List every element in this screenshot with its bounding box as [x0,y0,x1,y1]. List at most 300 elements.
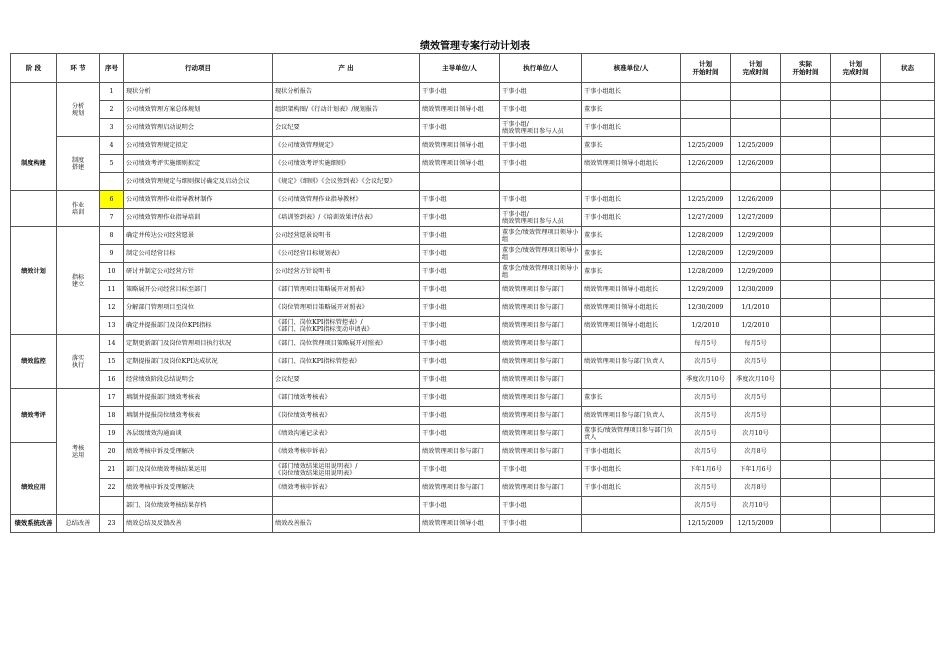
actual-end-cell [831,263,881,281]
plan-start-cell: 次月5号 [681,425,731,443]
stage-cell [11,497,57,515]
output-cell: 会议纪要 [273,371,420,389]
row-number-cell: 6 [100,191,124,209]
actual-end-cell [831,443,881,461]
plan-start-cell [681,119,731,137]
phase-cell [57,191,100,227]
exec-unit-cell: 董事会/绩效管理项目领导小组 [500,245,582,263]
row-number-cell [100,497,124,515]
actual-end-cell [831,83,881,101]
status-cell [881,461,935,479]
actual-end-cell [831,461,881,479]
actual-end-cell [831,173,881,191]
approve-unit-cell [582,515,681,533]
lead-unit-cell: 干事小组 [420,119,500,137]
actual-end-cell [831,317,881,335]
action-item-cell: 填制并提报部门绩效考核表 [124,389,273,407]
lead-unit-cell: 干事小组 [420,461,500,479]
exec-unit-cell: 绩效管理项目参与部门 [500,281,582,299]
plan-end-cell: 次月5号 [731,353,781,371]
plan-end-cell: 每月5号 [731,335,781,353]
actual-start-cell [781,389,831,407]
table-row [11,407,935,425]
action-item-cell: 研讨并制定公司经营方针 [124,263,273,281]
actual-end-cell [831,191,881,209]
stage-cell [11,479,57,497]
output-cell: 《部门管理项目策略展开对照表》 [273,281,420,299]
actual-end-cell [831,155,881,173]
stage-cell [11,461,57,479]
lead-unit-cell: 绩效管理项目领导小组 [420,101,500,119]
lead-unit-cell: 干事小组 [420,263,500,281]
stage-label: 绩效计划 [21,268,46,275]
stage-label: 绩效考评 [21,412,46,419]
actual-start-cell [781,425,831,443]
page-title: 绩效管理专案行动计划表 [420,41,530,52]
approve-unit-cell [582,173,681,191]
row-number-cell: 17 [100,389,124,407]
plan-start-cell [681,83,731,101]
plan-start-cell: 下年1月6号 [681,461,731,479]
phase-label: 规划 [71,109,85,117]
approve-unit-cell: 董事长 [582,137,681,155]
plan-start-cell: 12/15/2009 [681,515,731,533]
table-row [11,497,935,515]
plan-start-cell: 次月5号 [681,479,731,497]
actual-start-cell [781,173,831,191]
actual-start-cell [781,227,831,245]
status-cell [881,443,935,461]
plan-start-cell: 1/2/2010 [681,317,731,335]
stage-cell [11,155,57,173]
stage-cell [11,263,57,281]
actual-start-cell [781,299,831,317]
lead-unit-cell: 干事小组 [420,281,500,299]
phase-label: 考核 [71,444,85,452]
exec-unit-cell: 绩效管理项目参与部门 [500,479,582,497]
plan-end-cell: 12/26/2009 [731,191,781,209]
phase-cell [57,227,100,335]
approve-unit-cell: 董事长 [582,101,681,119]
output-cell: 《部门、岗位KPI指标管控表》 [273,353,420,371]
plan-start-cell [681,173,731,191]
output-cell: 绩效改善报告 [273,515,420,533]
exec-unit-cell: 干事小组 [500,191,582,209]
actual-start-cell [781,461,831,479]
row-number-cell: 3 [100,119,124,137]
action-plan-table [10,53,935,533]
output-cell: 公司经营方针说明书 [273,263,420,281]
action-item-cell: 公司绩效管理启动说明会 [124,119,273,137]
plan-end-cell: 次月8号 [731,443,781,461]
actual-end-cell [831,353,881,371]
plan-end-cell: 12/15/2009 [731,515,781,533]
exec-unit-cell [500,173,582,191]
status-cell [881,119,935,137]
exec-unit-cell: 绩效管理项目参与部门 [500,317,582,335]
exec-unit-cell: 干事小组 [500,461,582,479]
actual-start-cell [781,317,831,335]
exec-unit-cell: 绩效管理项目参与部门 [500,407,582,425]
plan-start-cell: 每月5号 [681,335,731,353]
header-plan-end: 计划 完成时间 [731,54,781,83]
status-cell [881,227,935,245]
action-item-cell: 公司绩效考评实施细则拟定 [124,155,273,173]
lead-unit-cell: 绩效管理项目参与部门 [420,443,500,461]
action-item-cell: 公司绩效管理规定拟定 [124,137,273,155]
status-cell [881,83,935,101]
lead-unit-cell: 干事小组 [420,209,500,227]
actual-start-cell [781,497,831,515]
action-item-cell: 绩效总结及反馈改善 [124,515,273,533]
stage-cell [11,317,57,335]
row-number-cell: 14 [100,335,124,353]
approve-unit-cell [582,497,681,515]
stage-cell [11,83,57,101]
exec-unit-cell: 绩效管理项目参与部门 [500,425,582,443]
plan-start-cell: 次月5号 [681,497,731,515]
stage-label: 绩效应用 [21,484,46,491]
row-number-cell: 16 [100,371,124,389]
table-row [11,245,935,263]
actual-end-cell [831,497,881,515]
approve-unit-cell: 绩效管理项目领导小组组长 [582,299,681,317]
table-row [11,209,935,227]
plan-end-cell: 下年1月6号 [731,461,781,479]
actual-start-cell [781,371,831,389]
actual-start-cell [781,155,831,173]
row-number-cell: 12 [100,299,124,317]
exec-unit-cell: 干事小组/ 绩效管理项目参与人员 [500,119,582,137]
actual-start-cell [781,137,831,155]
status-cell [881,155,935,173]
table-row [11,515,935,533]
header-phase: 环 节 [57,54,100,83]
table-row [11,461,935,479]
actual-end-cell [831,245,881,263]
approve-unit-cell: 干事小组组长 [582,479,681,497]
action-item-cell: 制定公司经营目标 [124,245,273,263]
status-cell [881,191,935,209]
actual-start-cell [781,407,831,425]
plan-end-cell [731,101,781,119]
approve-unit-cell: 干事小组组长 [582,209,681,227]
actual-end-cell [831,101,881,119]
table-row [11,263,935,281]
approve-unit-cell: 董事长 [582,389,681,407]
exec-unit-cell: 干事小组 [500,137,582,155]
actual-start-cell [781,335,831,353]
status-cell [881,281,935,299]
exec-unit-cell: 干事小组 [500,515,582,533]
action-item-cell: 定期更新部门及岗位管理项目执行状况 [124,335,273,353]
action-item-cell: 策略展开公司经营目标至部门 [124,281,273,299]
output-cell: 《部门绩效结果运用说明表》/ 《岗位绩效结果运用说明表》 [273,461,420,479]
plan-start-cell: 12/25/2009 [681,191,731,209]
row-number-cell [100,173,124,191]
lead-unit-cell: 干事小组 [420,299,500,317]
stage-cell [11,191,57,209]
lead-unit-cell: 干事小组 [420,425,500,443]
phase-label: 搭建 [71,163,85,171]
table-row [11,371,935,389]
output-cell: 《部门、岗位管理项目策略展开对照表》 [273,335,420,353]
approve-unit-cell [582,371,681,389]
actual-start-cell [781,245,831,263]
plan-end-cell: 1/2/2010 [731,317,781,335]
header-status: 状态 [881,54,935,83]
table-row [11,83,935,101]
actual-end-cell [831,335,881,353]
output-cell: 《部门绩效考核表》 [273,389,420,407]
plan-start-cell: 12/29/2009 [681,281,731,299]
stage-cell [11,299,57,317]
plan-end-cell: 12/30/2009 [731,281,781,299]
plan-end-cell: 12/26/2009 [731,155,781,173]
actual-start-cell [781,479,831,497]
stage-cell [11,245,57,263]
header-stage: 阶 段 [11,54,57,83]
action-item-cell: 部门、岗位绩效考核结果存档 [124,497,273,515]
output-cell: 《公司经营目标规划表》 [273,245,420,263]
stage-cell [11,173,57,191]
plan-start-cell: 12/28/2009 [681,263,731,281]
row-number-cell: 4 [100,137,124,155]
plan-end-cell: 次月5号 [731,389,781,407]
approve-unit-cell: 绩效管理项目领导小组组长 [582,281,681,299]
plan-start-cell: 次月5号 [681,407,731,425]
stage-cell [11,137,57,155]
status-cell [881,479,935,497]
status-cell [881,263,935,281]
approve-unit-cell: 董事长 [582,227,681,245]
phase-cell [57,137,100,191]
output-cell: 《公司绩效管理规定》 [273,137,420,155]
approve-unit-cell: 干事小组组长 [582,461,681,479]
actual-start-cell [781,209,831,227]
actual-end-cell [831,299,881,317]
lead-unit-cell: 干事小组 [420,227,500,245]
lead-unit-cell: 绩效管理项目领导小组 [420,137,500,155]
status-cell [881,389,935,407]
approve-unit-cell: 董事长 [582,245,681,263]
row-number-cell: 13 [100,317,124,335]
plan-end-cell: 12/27/2009 [731,209,781,227]
exec-unit-cell: 绩效管理项目参与部门 [500,371,582,389]
output-cell: 《岗位绩效考核表》 [273,407,420,425]
actual-end-cell [831,479,881,497]
table-row [11,101,935,119]
actual-start-cell [781,101,831,119]
stage-cell [11,281,57,299]
table-row [11,137,935,155]
actual-end-cell [831,119,881,137]
actual-start-cell [781,515,831,533]
approve-unit-cell: 绩效管理项目领导小组组长 [582,155,681,173]
row-number-cell: 18 [100,407,124,425]
action-item-cell: 现状分析 [124,83,273,101]
status-cell [881,101,935,119]
action-item-cell: 绩效考核申诉及受理解决 [124,479,273,497]
status-cell [881,335,935,353]
exec-unit-cell: 干事小组 [500,101,582,119]
stage-cell [11,371,57,389]
actual-end-cell [831,281,881,299]
phase-label: 指标 [71,273,85,281]
phase-label: 建立 [71,280,85,288]
table-row [11,317,935,335]
action-item-cell: 确定并提报部门及岗位KPI指标 [124,317,273,335]
row-number-cell: 15 [100,353,124,371]
output-cell: 《绩效沟通记录表》 [273,425,420,443]
exec-unit-cell: 董事会/绩效管理项目领导小组 [500,227,582,245]
phase-label: 培训 [71,208,85,216]
plan-end-cell: 次月5号 [731,407,781,425]
table-row [11,155,935,173]
lead-unit-cell: 干事小组 [420,191,500,209]
actual-end-cell [831,227,881,245]
plan-start-cell: 12/25/2009 [681,137,731,155]
output-cell: 《岗位管理项目策略展开对照表》 [273,299,420,317]
header-approve: 核准单位/人 [582,54,681,83]
row-number-cell: 9 [100,245,124,263]
phase-label: 落实 [71,354,85,362]
status-cell [881,137,935,155]
stage-cell [11,101,57,119]
plan-end-cell: 次月10号 [731,497,781,515]
lead-unit-cell: 绩效管理项目领导小组 [420,155,500,173]
status-cell [881,299,935,317]
exec-unit-cell: 干事小组 [500,155,582,173]
action-item-cell: 公司绩效管理作业指导培训 [124,209,273,227]
stage-cell [11,353,57,371]
stage-label: 绩效系统改善 [14,520,53,527]
plan-end-cell: 12/25/2009 [731,137,781,155]
row-number-cell: 8 [100,227,124,245]
output-cell: 现状分析报告 [273,83,420,101]
header-output: 产 出 [273,54,420,83]
action-item-cell: 确定并传达公司经营愿景 [124,227,273,245]
stage-cell [11,119,57,137]
phase-label: 总结改善 [65,520,91,527]
actual-end-cell [831,425,881,443]
phase-label: 制度 [71,156,85,164]
output-cell: 《培训签到表》/《培训效果评估表》 [273,209,420,227]
stage-cell [11,335,57,353]
action-item-cell: 经营绩效阶段总结说明会 [124,371,273,389]
action-item-cell: 公司绩效管理作业指导教材制作 [124,191,273,209]
actual-start-cell [781,281,831,299]
table-row [11,227,935,245]
status-cell [881,497,935,515]
stage-cell [11,227,57,245]
table-row [11,299,935,317]
exec-unit-cell: 绩效管理项目参与部门 [500,353,582,371]
plan-start-cell: 12/27/2009 [681,209,731,227]
actual-start-cell [781,119,831,137]
stage-cell [11,425,57,443]
output-cell: 《公司绩效考评实施细则》 [273,155,420,173]
output-cell: 《规定》《细则》《会议签到表》《会议纪要》 [273,173,420,191]
header-actual-start: 实际 开始时间 [781,54,831,83]
output-cell: 《绩效考核申诉表》 [273,443,420,461]
header-exec: 执行单位/人 [500,54,582,83]
plan-end-cell [731,119,781,137]
exec-unit-cell: 绩效管理项目参与部门 [500,443,582,461]
phase-label: 分析 [71,102,85,110]
approve-unit-cell: 董事长 [582,263,681,281]
header-no: 序号 [100,54,124,83]
row-number-cell: 5 [100,155,124,173]
status-cell [881,173,935,191]
status-cell [881,425,935,443]
row-number-cell: 22 [100,479,124,497]
plan-end-cell: 12/29/2009 [731,245,781,263]
lead-unit-cell: 干事小组 [420,317,500,335]
action-item-cell: 绩效考核申诉及受理解决 [124,443,273,461]
lead-unit-cell: 干事小组 [420,389,500,407]
table-row [11,479,935,497]
output-cell: 《绩效考核申诉表》 [273,479,420,497]
plan-start-cell: 12/26/2009 [681,155,731,173]
plan-start-cell: 次月5号 [681,353,731,371]
output-cell [273,497,420,515]
approve-unit-cell: 干事小组组长 [582,191,681,209]
plan-start-cell: 12/30/2009 [681,299,731,317]
actual-end-cell [831,209,881,227]
phase-label: 执行 [71,361,85,369]
status-cell [881,371,935,389]
phase-cell [57,389,100,515]
plan-end-cell: 1/1/2010 [731,299,781,317]
plan-end-cell: 次月10号 [731,425,781,443]
plan-start-cell: 季度次月10号 [681,371,731,389]
approve-unit-cell: 绩效管理项目参与部门负责人 [582,353,681,371]
actual-start-cell [781,263,831,281]
lead-unit-cell: 干事小组 [420,245,500,263]
action-item-cell: 公司绩效管理规定与细则探讨确定及启动会议 [124,173,273,191]
exec-unit-cell: 干事小组 [500,497,582,515]
table-row [11,281,935,299]
header-plan-start: 计划 开始时间 [681,54,731,83]
table-row [11,353,935,371]
phase-cell [57,335,100,389]
phase-cell [57,515,100,533]
approve-unit-cell: 干事小组组长 [582,119,681,137]
lead-unit-cell: 绩效管理项目参与部门 [420,479,500,497]
action-item-cell: 各层级绩效沟通面谈 [124,425,273,443]
lead-unit-cell: 绩效管理项目领导小组 [420,515,500,533]
row-number-cell: 10 [100,263,124,281]
header-actual-end: 计划 完成时间 [831,54,881,83]
row-number-cell: 2 [100,101,124,119]
approve-unit-cell: 董事长/绩效管理项目参与部门负责人 [582,425,681,443]
stage-cell [11,515,57,533]
action-item-cell: 公司绩效管理方案总体规划 [124,101,273,119]
table-row [11,173,935,191]
action-item-cell: 分解部门管理项目至岗位 [124,299,273,317]
actual-end-cell [831,515,881,533]
exec-unit-cell: 董事会/绩效管理项目领导小组 [500,263,582,281]
row-number-cell: 7 [100,209,124,227]
approve-unit-cell: 干事小组组长 [582,443,681,461]
approve-unit-cell: 绩效管理项目领导小组组长 [582,317,681,335]
row-number-cell: 1 [100,83,124,101]
row-number-cell: 19 [100,425,124,443]
actual-start-cell [781,83,831,101]
actual-start-cell [781,443,831,461]
actual-start-cell [781,191,831,209]
